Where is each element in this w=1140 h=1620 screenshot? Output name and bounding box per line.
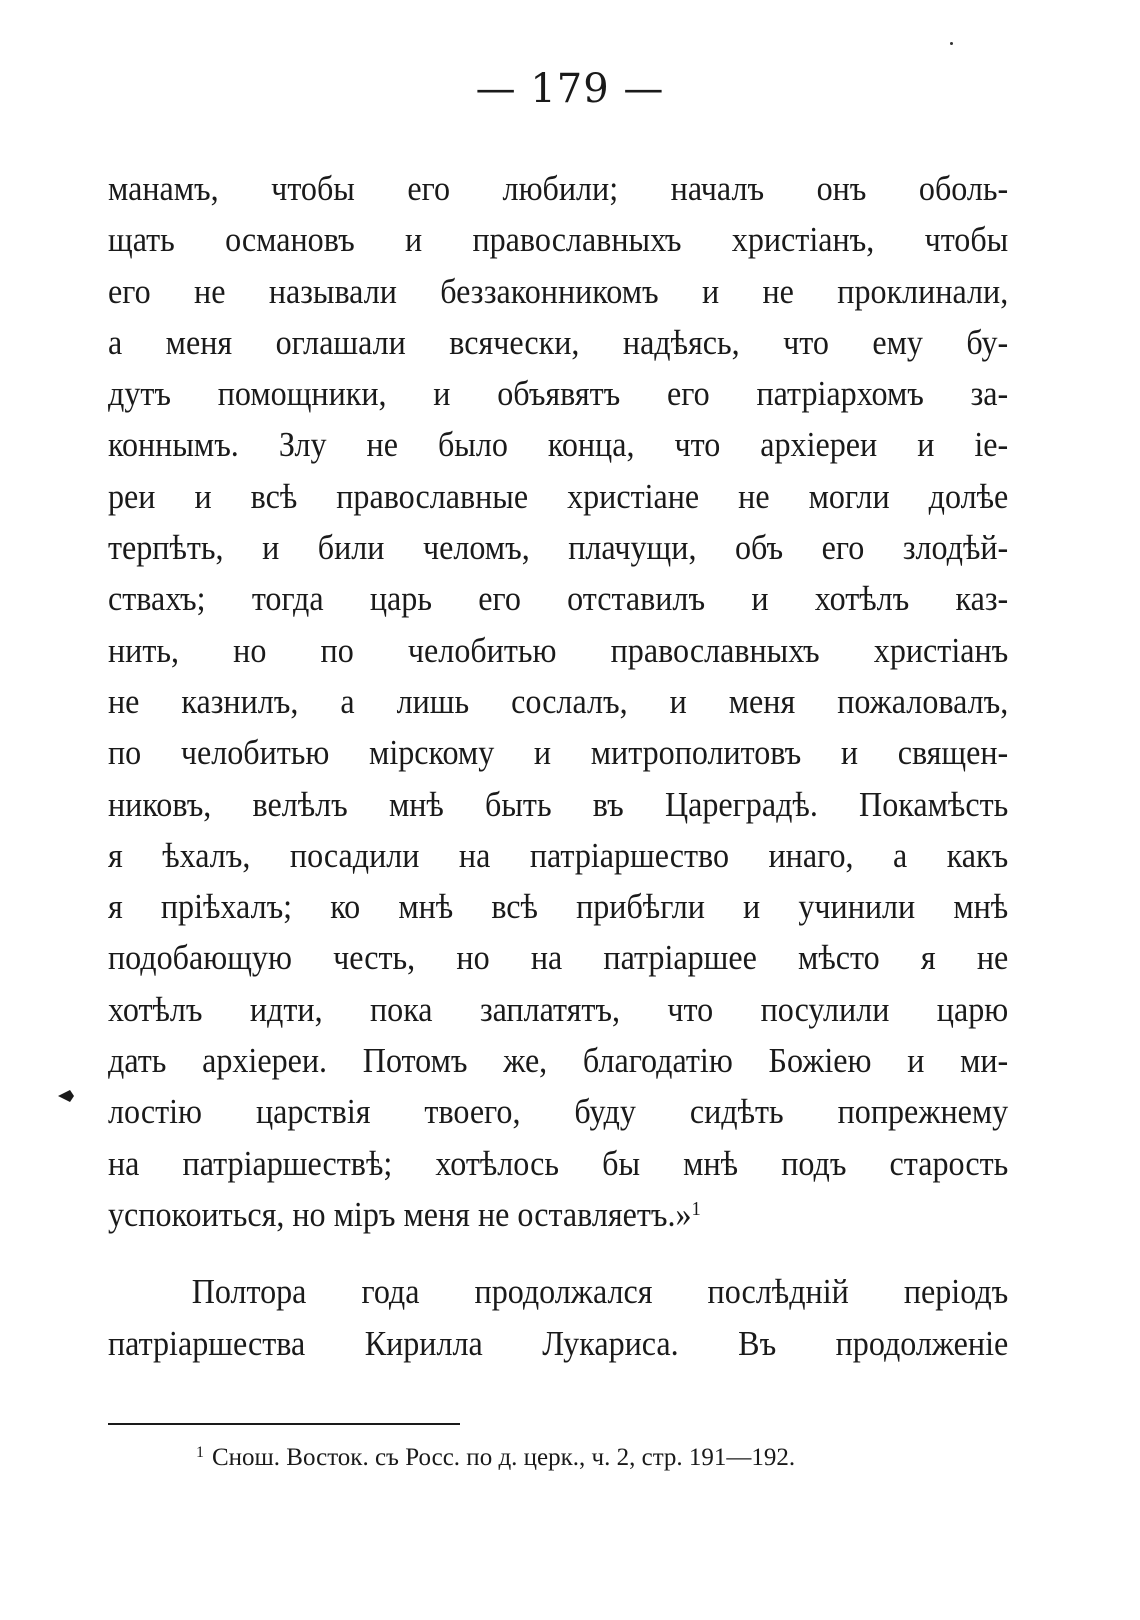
- text-line: дать архіереи. Потомъ же, благодатію Божіею и ми-: [108, 1042, 1009, 1081]
- text-line: щать османовъ и православныхъ христіанъ, чтобы: [108, 221, 1009, 260]
- footnote-mark: 1: [196, 1444, 204, 1461]
- text-line-last: [108, 1190, 1008, 1241]
- text-line: лостію царствія твоего, буду сидѣть попрежнему: [108, 1093, 1009, 1132]
- paragraph-first-line: Полтора года продолжался послѣдній періодъ: [191, 1273, 1009, 1312]
- text-line: коннымъ. Злу не было конца, что архіереи и іе-: [108, 426, 1009, 465]
- text-line: терпѣть, и били челомъ, плачущи, объ его злодѣй-: [108, 529, 1009, 568]
- text-line: дутъ помощники, и объявятъ его патріархомъ за-: [108, 375, 1009, 414]
- page-number: — 179 —: [475, 66, 665, 112]
- footnote-text: Снош. Восток. съ Росс. по д. церк., ч. 2, стр. 191—192.: [212, 1444, 796, 1471]
- text-line: на патріаршествѣ; хотѣлось бы мнѣ подъ старость: [108, 1144, 1009, 1183]
- text-line: подобающую честь, но на патріаршее мѣсто я не: [108, 939, 1009, 978]
- text-line: я ѣхалъ, посадили на патріаршество инаго, а какъ: [108, 836, 1009, 875]
- text-line: никовъ, велѣлъ мнѣ быть въ Цареградѣ. Покамѣсть: [108, 785, 1009, 824]
- margin-pointer-icon: [58, 1090, 74, 1102]
- text-line: хотѣлъ идти, пока заплатятъ, что посулили царю: [108, 990, 1009, 1029]
- text-line: его не называли беззаконникомъ и не проклинали,: [108, 272, 1009, 311]
- text-line: патріаршества Кирилла Лукариса. Въ продолженіе: [108, 1324, 1009, 1363]
- main-text: [108, 164, 1008, 1370]
- text-line-content: успокоиться, но міръ меня не оставляетъ.»: [108, 1195, 692, 1234]
- footnote-separator: [108, 1423, 460, 1425]
- text-line: по челобитью мірскому и митрополитовъ и священ-: [108, 734, 1009, 773]
- text-line: я пріѣхалъ; ко мнѣ всѣ прибѣгли и учинили мнѣ: [108, 888, 1009, 927]
- text-line: нить, но по челобитью православныхъ христіанъ: [108, 631, 1009, 670]
- text-line: ствахъ; тогда царь его отставилъ и хотѣлъ каз-: [108, 580, 1009, 619]
- ink-speck: [950, 42, 953, 45]
- text-line: манамъ, чтобы его любили; началъ онъ оболь-: [108, 170, 1009, 208]
- text-line: а меня оглашали всячески, надѣясь, что ему бу-: [108, 323, 1009, 362]
- text-line: не казнилъ, а лишь сослалъ, и меня пожаловалъ,: [108, 682, 1009, 721]
- footnote-reference: 1: [691, 1197, 701, 1220]
- text-line: реи и всѣ православные христіане не могли долѣе: [108, 477, 1009, 516]
- footnote: [196, 1444, 795, 1472]
- paragraph-gap: [108, 1241, 1008, 1267]
